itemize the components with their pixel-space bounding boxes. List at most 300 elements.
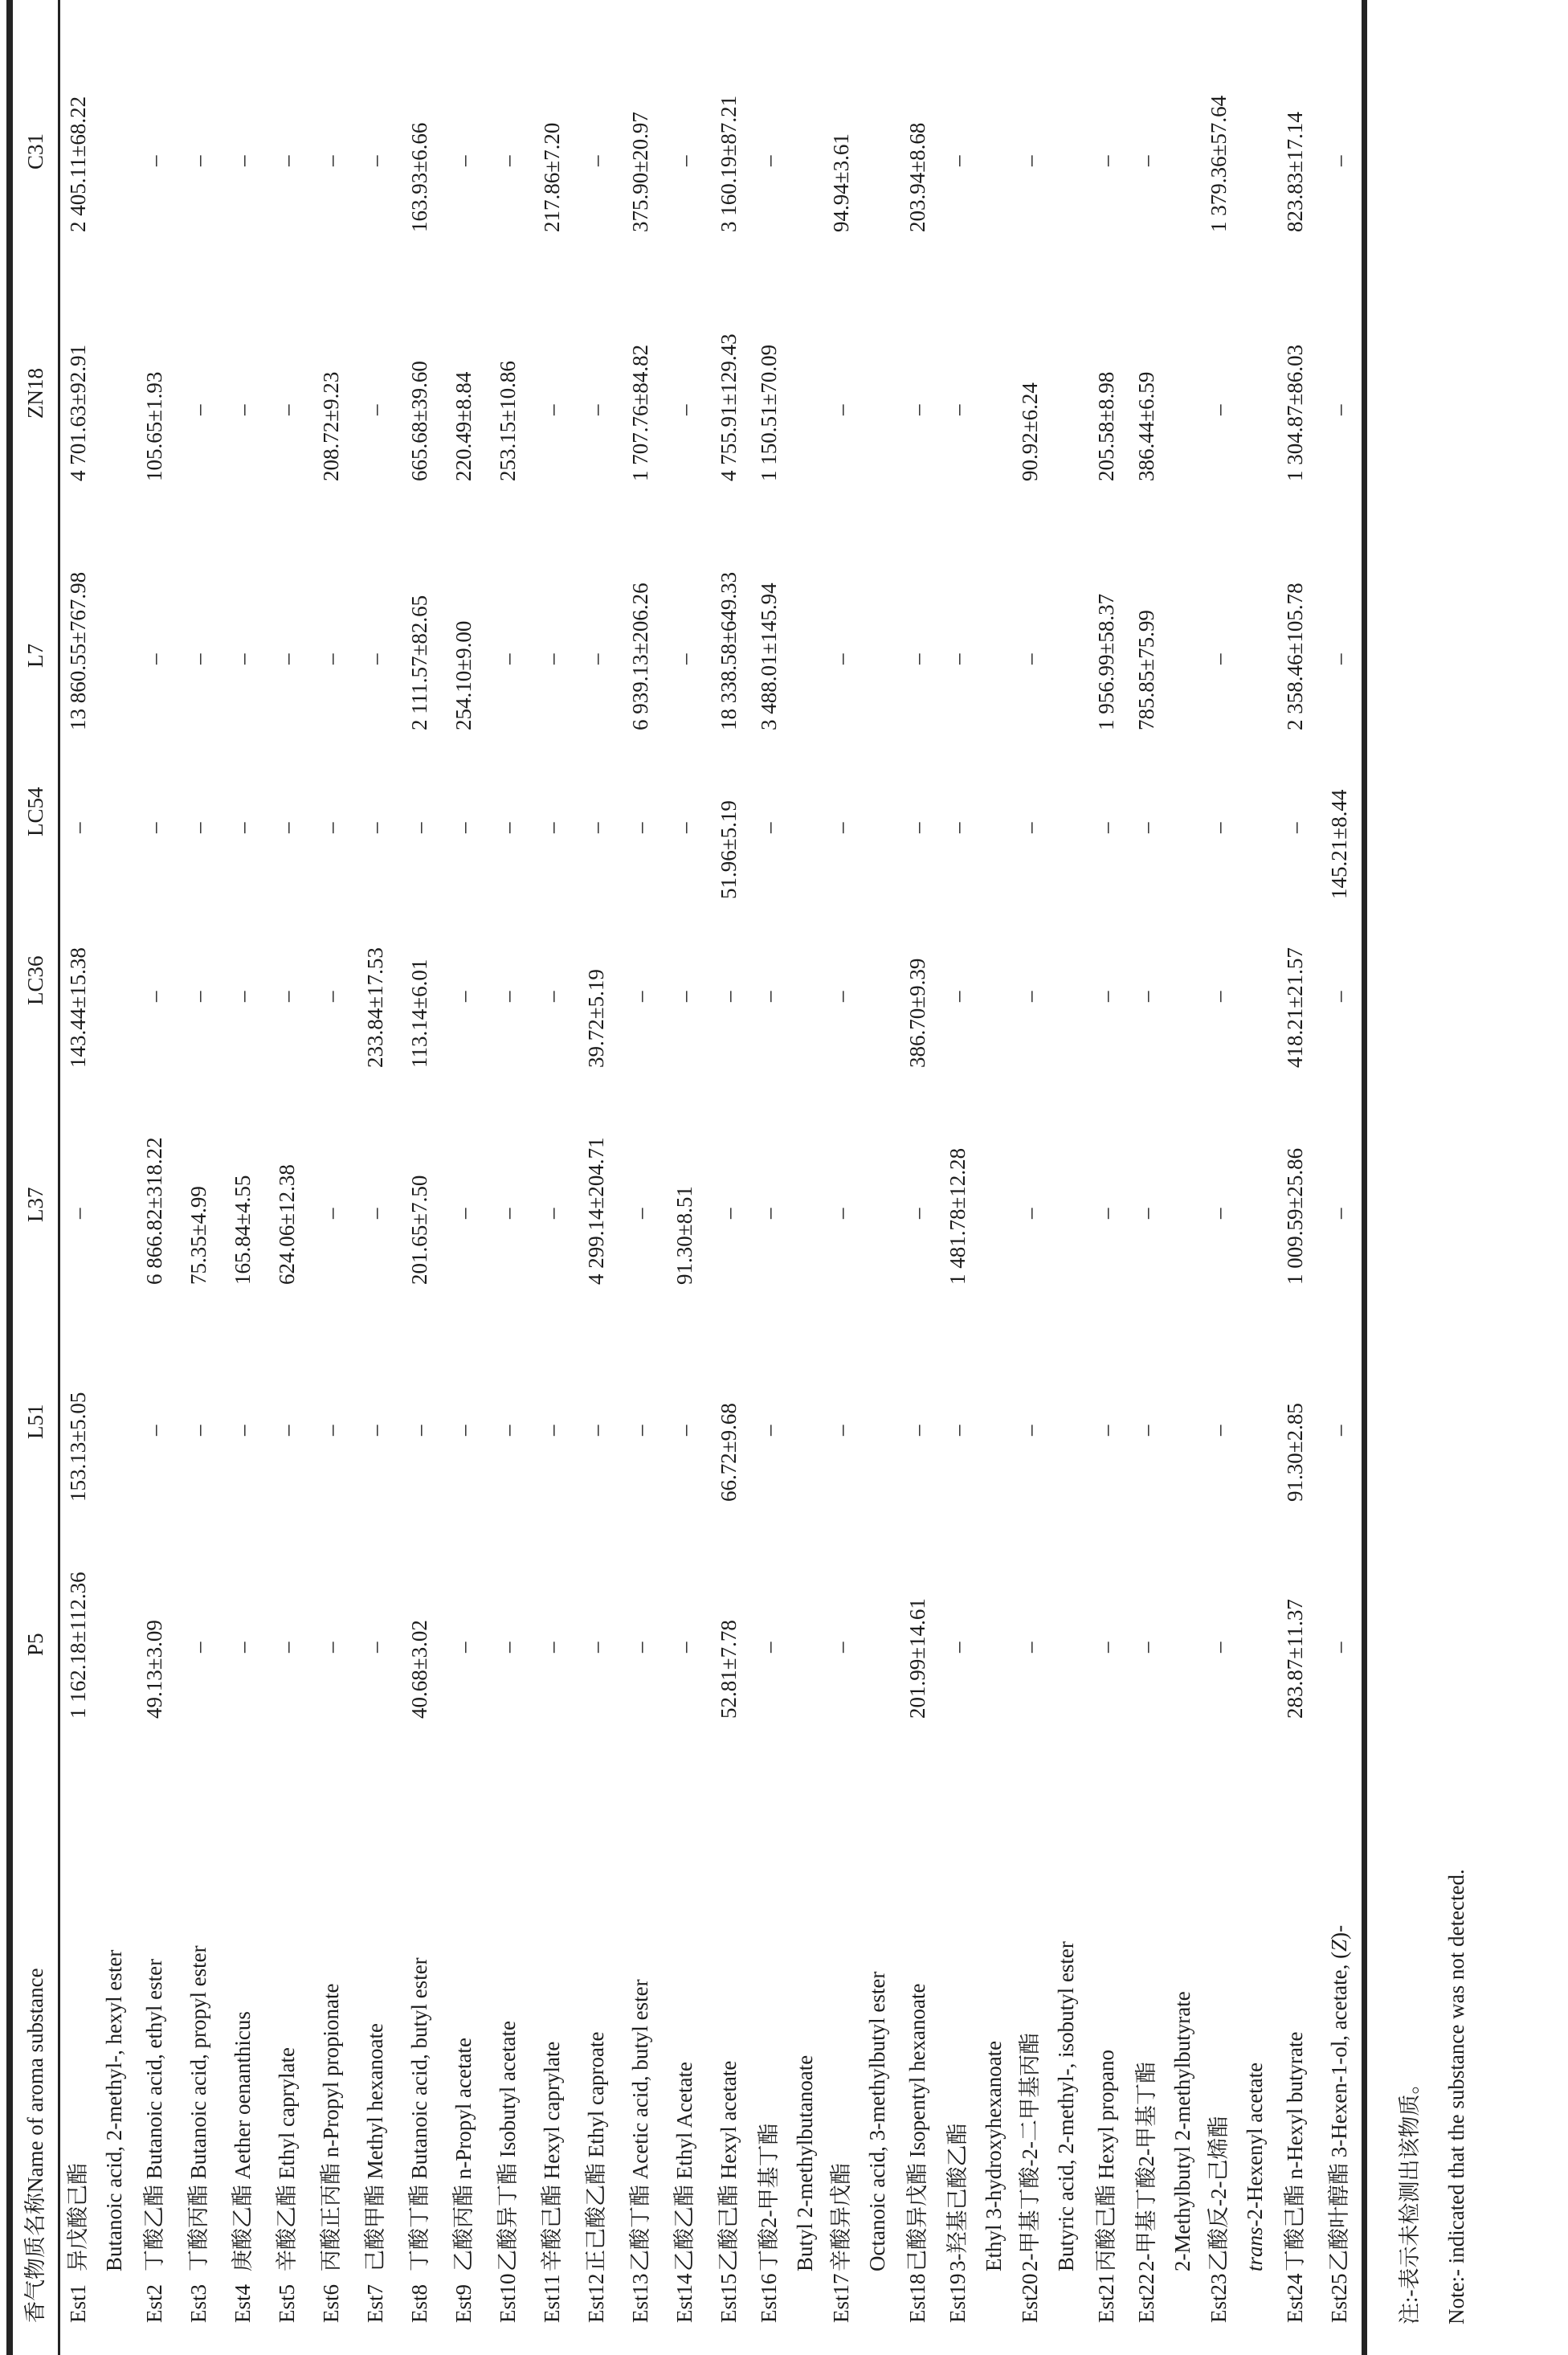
value-cell: – — [66, 1208, 90, 1219]
value-cell: – — [945, 653, 970, 664]
value-cell: 386.70±9.39 — [905, 958, 929, 1068]
row-id: Est7 — [363, 2283, 387, 2323]
value-cell: – — [319, 1425, 343, 1436]
substance-name — [398, 1720, 442, 2271]
value-cell: 51.96±5.19 — [717, 800, 741, 899]
value-cell: – — [1094, 991, 1118, 1002]
substance-name — [707, 1720, 751, 2271]
value-cell: 253.15±10.86 — [496, 361, 520, 481]
aroma-esters-table — [6, 0, 1367, 2355]
value-cell: – — [186, 155, 210, 166]
value-cell: – — [672, 653, 696, 664]
table-row — [221, 0, 265, 2355]
value-cell: – — [672, 822, 696, 833]
table-body — [59, 0, 1362, 2355]
substance-name-zh: 丁酸己酯 — [1283, 2179, 1307, 2271]
substance-name-en: Butanoic acid, butyl ester — [407, 1957, 431, 2180]
substance-name-zh: 丁酸2-甲基丁酯 — [757, 2123, 781, 2271]
value-cell: – — [1327, 653, 1351, 664]
row-id: Est15 — [717, 2273, 741, 2323]
value-cell: 4 701.63±92.91 — [66, 344, 90, 481]
value-cell: 283.87±11.37 — [1283, 1599, 1307, 1719]
value-cell: – — [1207, 1642, 1231, 1653]
row-id: Est22 — [1134, 2273, 1158, 2323]
value-cell: – — [1327, 404, 1351, 415]
substance-name — [619, 1720, 663, 2271]
value-cell: – — [363, 404, 387, 415]
value-cell: – — [275, 155, 299, 166]
value-cell: – — [1094, 1425, 1118, 1436]
value-cell: – — [496, 1425, 520, 1436]
value-cell: – — [186, 404, 210, 415]
table-row — [823, 0, 896, 2355]
value-cell: – — [672, 1425, 696, 1436]
value-cell: 386.44±6.59 — [1134, 371, 1158, 481]
table-row — [1201, 0, 1273, 2355]
value-cell: 91.30±2.85 — [1283, 1403, 1307, 1502]
value-cell: 1 956.99±58.37 — [1094, 593, 1118, 730]
value-cell: 39.72±5.19 — [584, 969, 608, 1068]
value-cell: 2 405.11±68.22 — [66, 96, 90, 232]
value-cell: – — [1327, 1642, 1351, 1653]
value-cell: – — [275, 1425, 299, 1436]
value-cell: – — [672, 1642, 696, 1653]
table-row — [265, 0, 309, 2355]
value-cell: – — [757, 822, 781, 833]
table-notes — [1367, 0, 1480, 2355]
substance-name-en: Acetic acid, butyl ester — [628, 1979, 652, 2180]
substance-name-zh: 己酸甲酯 — [363, 2179, 387, 2271]
data-table — [13, 0, 1362, 2355]
value-cell: – — [628, 822, 652, 833]
value-cell: 113.14±6.01 — [407, 959, 431, 1068]
column-header-lc36: LC36 — [13, 901, 59, 1069]
value-cell: 4 299.14±204.71 — [584, 1137, 608, 1285]
substance-name — [1273, 1720, 1317, 2271]
value-cell: – — [407, 1425, 431, 1436]
substance-name-en: Methyl hexanoate — [363, 2023, 387, 2180]
value-cell: 105.65±1.93 — [142, 371, 166, 481]
value-cell: – — [451, 822, 476, 833]
substance-name — [265, 1720, 309, 2271]
substance-name-en: Butanoic acid, ethyl ester — [142, 1958, 166, 2180]
row-id: Est2 — [142, 2283, 166, 2323]
substance-name-en: Aether oenanthicus — [231, 2011, 255, 2180]
value-cell: – — [672, 991, 696, 1002]
value-cell: 13 860.55±767.98 — [66, 571, 90, 730]
substance-name-zh: 丁酸丙酯 — [186, 2179, 210, 2271]
value-cell: – — [496, 1208, 520, 1219]
column-header-l37: L37 — [13, 1069, 59, 1286]
value-cell: – — [186, 991, 210, 1002]
table-row — [133, 0, 177, 2355]
value-cell: – — [275, 653, 299, 664]
value-cell: – — [1134, 1642, 1158, 1653]
substance-name-en: Hexyl acetate — [717, 2060, 741, 2180]
substance-name — [133, 1720, 177, 2271]
substance-name-en: trans-2-Hexenyl acetate — [1243, 2062, 1267, 2271]
substance-name — [574, 1720, 619, 2271]
value-cell: – — [186, 1425, 210, 1436]
value-cell: 624.06±12.38 — [275, 1164, 299, 1285]
value-cell: – — [829, 822, 853, 833]
value-cell: – — [231, 991, 255, 1002]
substance-name — [663, 1720, 707, 2271]
table-row — [896, 0, 940, 2355]
row-id: Est12 — [584, 2273, 608, 2323]
column-header-c31: C31 — [13, 0, 59, 234]
value-cell: – — [496, 155, 520, 166]
value-cell: – — [584, 653, 608, 664]
column-header-lc54: LC54 — [13, 732, 59, 901]
note-en: Note:- indicated that the substance was not detected. — [1444, 1869, 1468, 2324]
value-cell: – — [363, 822, 387, 833]
value-cell: – — [628, 991, 652, 1002]
value-cell: – — [451, 1425, 476, 1436]
value-cell: – — [231, 822, 255, 833]
substance-name-en: Ethyl 3-hydroxyhexanoate — [982, 2040, 1006, 2271]
value-cell: 165.84±4.55 — [231, 1175, 255, 1285]
value-cell: 418.21±21.57 — [1283, 947, 1307, 1068]
value-cell: – — [363, 1425, 387, 1436]
value-cell: – — [829, 653, 853, 664]
table-row — [530, 0, 574, 2355]
value-cell: – — [905, 822, 929, 833]
table-row — [398, 0, 442, 2355]
value-cell: 375.90±20.97 — [628, 112, 652, 232]
column-header-l51: L51 — [13, 1286, 59, 1503]
row-id: Est16 — [757, 2273, 781, 2323]
substance-name-zh: 丁酸乙酯 — [142, 2179, 166, 2271]
value-cell: – — [1134, 822, 1158, 833]
value-cell: 3 160.19±87.21 — [717, 95, 741, 232]
substance-name-en: Hexyl propano — [1094, 2050, 1118, 2180]
substance-name-en: Butyric acid, 2-methyl-, isobutyl ester — [1054, 1941, 1078, 2271]
value-cell: – — [231, 1425, 255, 1436]
row-id: Est25 — [1327, 2273, 1351, 2323]
value-cell: – — [319, 991, 343, 1002]
substance-name-zh: 辛酸异戊酯 — [829, 2163, 853, 2271]
substance-name — [530, 1720, 574, 2271]
row-id: Est8 — [407, 2283, 431, 2323]
value-cell: 145.21±8.44 — [1327, 789, 1351, 899]
substance-name — [823, 1720, 896, 2271]
value-cell: – — [1207, 1425, 1231, 1436]
table-row — [1129, 0, 1201, 2355]
value-cell: – — [757, 155, 781, 166]
value-cell: – — [628, 1425, 652, 1436]
column-header-p5: P5 — [13, 1503, 59, 1720]
value-cell: – — [142, 822, 166, 833]
value-cell: – — [829, 1425, 853, 1436]
value-cell: – — [717, 991, 741, 1002]
substance-name-zh: 辛酸乙酯 — [275, 2179, 299, 2271]
value-cell: 66.72±9.68 — [717, 1403, 741, 1502]
value-cell: – — [757, 991, 781, 1002]
value-cell: – — [584, 1425, 608, 1436]
substance-name-zh: 辛酸己酯 — [540, 2179, 564, 2271]
value-cell: 2 358.46±105.78 — [1283, 583, 1307, 730]
value-cell: – — [1207, 822, 1231, 833]
value-cell: – — [496, 991, 520, 1002]
substance-name-en: n-Propyl propionate — [319, 1983, 343, 2158]
value-cell: – — [584, 155, 608, 166]
row-id: Est9 — [451, 2283, 476, 2323]
value-cell: – — [945, 404, 970, 415]
row-id: Est4 — [231, 2283, 255, 2323]
value-cell: 201.65±7.50 — [407, 1175, 431, 1285]
value-cell: – — [672, 155, 696, 166]
substance-name — [1012, 1720, 1084, 2271]
value-cell: 40.68±3.02 — [407, 1620, 431, 1719]
value-cell: – — [363, 1208, 387, 1219]
value-cell: – — [319, 822, 343, 833]
substance-name-zh: 乙酸己酯 — [717, 2179, 741, 2271]
value-cell: – — [1018, 1425, 1042, 1436]
value-cell: 4 755.91±129.43 — [717, 333, 741, 481]
value-cell: – — [945, 822, 970, 833]
value-cell: 220.49±8.84 — [451, 371, 476, 481]
value-cell: 665.68±39.60 — [407, 361, 431, 481]
value-cell: – — [496, 822, 520, 833]
value-cell: – — [905, 653, 929, 664]
value-cell: 823.83±17.14 — [1283, 112, 1307, 232]
value-cell: – — [829, 1208, 853, 1219]
table-row — [1317, 0, 1362, 2355]
row-id: Est21 — [1094, 2273, 1118, 2323]
value-cell: – — [1094, 155, 1118, 166]
value-cell: – — [363, 653, 387, 664]
value-cell: – — [1094, 1642, 1118, 1653]
value-cell: – — [1327, 155, 1351, 166]
table-row — [1012, 0, 1084, 2355]
value-cell: – — [1018, 653, 1042, 664]
substance-name-en: Hexyl caprylate — [540, 2041, 564, 2180]
substance-name-en: 2-Methylbutyl 2-methylbutyrate — [1170, 1991, 1194, 2271]
value-cell: – — [451, 1208, 476, 1219]
value-cell: 1 150.51±70.09 — [757, 344, 781, 481]
value-cell: – — [1207, 991, 1231, 1002]
table-row — [309, 0, 353, 2355]
value-cell: – — [142, 155, 166, 166]
value-cell: – — [757, 1642, 781, 1653]
value-cell: – — [1207, 404, 1231, 415]
value-cell: – — [540, 991, 564, 1002]
value-cell: – — [829, 404, 853, 415]
value-cell: – — [231, 155, 255, 166]
row-id: Est19 — [945, 2273, 970, 2323]
table-row — [177, 0, 221, 2355]
value-cell: – — [584, 822, 608, 833]
value-cell: – — [1018, 1208, 1042, 1219]
substance-name-en: Octanoic acid, 3-methylbutyl ester — [865, 1971, 889, 2271]
value-cell: 217.86±7.20 — [540, 122, 564, 232]
value-cell: – — [628, 1642, 652, 1653]
value-cell: 1 379.36±57.64 — [1207, 95, 1231, 232]
value-cell: – — [905, 404, 929, 415]
value-cell: – — [142, 1425, 166, 1436]
substance-name — [940, 1720, 1012, 2271]
row-id: Est24 — [1283, 2273, 1307, 2323]
substance-name — [1201, 1720, 1273, 2271]
value-cell: – — [1018, 1642, 1042, 1653]
value-cell: 75.35±4.99 — [186, 1186, 210, 1285]
value-cell: – — [584, 1642, 608, 1653]
row-id: Est3 — [186, 2283, 210, 2323]
value-cell: – — [142, 653, 166, 664]
value-cell: – — [945, 1642, 970, 1653]
substance-name-zh: 丙酸己酯 — [1094, 2179, 1118, 2271]
value-cell: – — [363, 1642, 387, 1653]
table-row — [751, 0, 823, 2355]
substance-name-zh: 丙酸正丙酯 — [319, 2157, 343, 2271]
value-cell: 1 481.78±12.28 — [945, 1147, 970, 1285]
value-cell: – — [1094, 822, 1118, 833]
substance-name-en: n-Hexyl butyrate — [1283, 2031, 1307, 2180]
substance-name-en: Ethyl caproate — [584, 2031, 608, 2158]
row-id: Est1 — [66, 2283, 90, 2323]
substance-name — [1084, 1720, 1129, 2271]
value-cell: – — [1134, 991, 1158, 1002]
value-cell: 6 866.82±318.22 — [142, 1137, 166, 1285]
value-cell: 201.99±14.61 — [905, 1598, 929, 1719]
value-cell: – — [451, 155, 476, 166]
value-cell: 49.13±3.09 — [142, 1620, 166, 1719]
substance-name-zh: 2-甲基丁酸-2-二甲基丙酯 — [1018, 2033, 1042, 2271]
table-row — [1084, 0, 1129, 2355]
value-cell: 163.93±6.66 — [407, 122, 431, 232]
substance-name-zh: 己酸异戊酯 — [905, 2157, 929, 2271]
value-cell: – — [142, 991, 166, 1002]
row-id: Est5 — [275, 2283, 299, 2323]
value-cell: – — [584, 404, 608, 415]
value-cell: – — [1327, 991, 1351, 1002]
value-cell: 254.10±9.00 — [451, 620, 476, 730]
value-cell: – — [757, 1208, 781, 1219]
table-row — [619, 0, 663, 2355]
value-cell: – — [829, 1642, 853, 1653]
value-cell: 2 111.57±82.65 — [407, 595, 431, 730]
value-cell: – — [275, 1642, 299, 1653]
row-id: Est20 — [1018, 2273, 1042, 2323]
table-row — [707, 0, 751, 2355]
value-cell: – — [186, 822, 210, 833]
row-id: Est10 — [496, 2273, 520, 2323]
substance-name-zh: 乙酸异丁酯 — [496, 2157, 520, 2271]
value-cell: – — [1134, 1208, 1158, 1219]
column-header-zn18: ZN18 — [13, 234, 59, 483]
substance-name — [896, 1720, 940, 2271]
table-row — [486, 0, 530, 2355]
value-cell: – — [1283, 822, 1307, 833]
substance-name — [221, 1720, 265, 2271]
substance-name-zh: 异戊酸己酯 — [66, 2163, 90, 2271]
value-cell: – — [1207, 1208, 1231, 1219]
value-cell: – — [231, 404, 255, 415]
substance-name — [353, 1720, 398, 2271]
value-cell: 52.81±7.78 — [717, 1620, 741, 1719]
value-cell: – — [319, 1208, 343, 1219]
value-cell: – — [231, 653, 255, 664]
value-cell: – — [717, 1208, 741, 1219]
row-id: Est13 — [628, 2273, 652, 2323]
value-cell: – — [757, 1425, 781, 1436]
table-row — [663, 0, 707, 2355]
note-zh: 注:-表示未检测出该物质。 — [1398, 2072, 1422, 2324]
substance-name-zh: 乙酸丁酯 — [628, 2179, 652, 2271]
substance-name-zh: 乙酸乙酯 — [672, 2179, 696, 2271]
value-cell: 233.84±17.53 — [363, 947, 387, 1068]
substance-name-en: Butanoic acid, 2-methyl-, hexyl ester — [102, 1949, 126, 2271]
substance-name — [177, 1720, 221, 2271]
substance-name-en: Ethyl Acetate — [672, 2062, 696, 2180]
value-cell: – — [451, 991, 476, 1002]
substance-name-en: 3-Hexen-1-ol, acetate, (Z)- — [1327, 1924, 1351, 2158]
substance-name — [1129, 1720, 1201, 2271]
value-cell: 91.30±8.51 — [672, 1186, 696, 1285]
table-row — [574, 0, 619, 2355]
row-id: Est17 — [829, 2273, 853, 2323]
value-cell: – — [1018, 991, 1042, 1002]
row-id: Est14 — [672, 2273, 696, 2323]
value-cell: – — [275, 822, 299, 833]
value-cell: 203.94±8.68 — [905, 122, 929, 232]
substance-name-zh: 正己酸乙酯 — [584, 2157, 608, 2271]
value-cell: 208.72±9.23 — [319, 371, 343, 481]
row-id: Est18 — [905, 2273, 929, 2323]
value-cell: 153.13±5.05 — [66, 1392, 90, 1502]
value-cell: – — [945, 1425, 970, 1436]
substance-name-en: n-Propyl acetate — [451, 2038, 476, 2180]
value-cell: 785.85±75.99 — [1134, 610, 1158, 730]
value-cell: – — [1134, 1425, 1158, 1436]
value-cell: 3 488.01±145.94 — [757, 583, 781, 730]
substance-name — [1317, 1720, 1362, 2271]
value-cell: 18 338.58±649.33 — [717, 571, 741, 730]
value-cell: – — [1018, 155, 1042, 166]
substance-name-en: Ethyl caprylate — [275, 2047, 299, 2180]
value-cell: – — [275, 404, 299, 415]
row-id: Est23 — [1207, 2273, 1231, 2323]
value-cell: – — [540, 404, 564, 415]
value-cell: – — [496, 1642, 520, 1653]
table-row — [1273, 0, 1317, 2355]
value-cell: – — [1207, 653, 1231, 664]
value-cell: – — [540, 1425, 564, 1436]
value-cell: – — [540, 1208, 564, 1219]
value-cell: – — [1327, 1208, 1351, 1219]
substance-name — [486, 1720, 530, 2271]
value-cell: – — [186, 653, 210, 664]
value-cell: – — [319, 1642, 343, 1653]
value-cell: 1 707.76±84.82 — [628, 344, 652, 481]
substance-name-en: Isobutyl acetate — [496, 2021, 520, 2158]
value-cell: – — [1327, 1425, 1351, 1436]
value-cell: – — [628, 1208, 652, 1219]
row-id: Est11 — [540, 2274, 564, 2323]
value-cell: – — [275, 991, 299, 1002]
row-id: Est6 — [319, 2283, 343, 2323]
table-row — [940, 0, 1012, 2355]
value-cell: – — [1134, 155, 1158, 166]
substance-name-zh: 3-羟基己酸乙酯 — [945, 2123, 970, 2271]
substance-name — [751, 1720, 823, 2271]
value-cell: – — [945, 155, 970, 166]
substance-name-zh: 乙酸丙酯 — [451, 2179, 476, 2271]
substance-name-zh: 2-甲基丁酸2-甲基丁酯 — [1134, 2062, 1158, 2271]
substance-name-zh: 乙酸叶醇酯 — [1327, 2157, 1351, 2271]
value-cell: – — [496, 653, 520, 664]
